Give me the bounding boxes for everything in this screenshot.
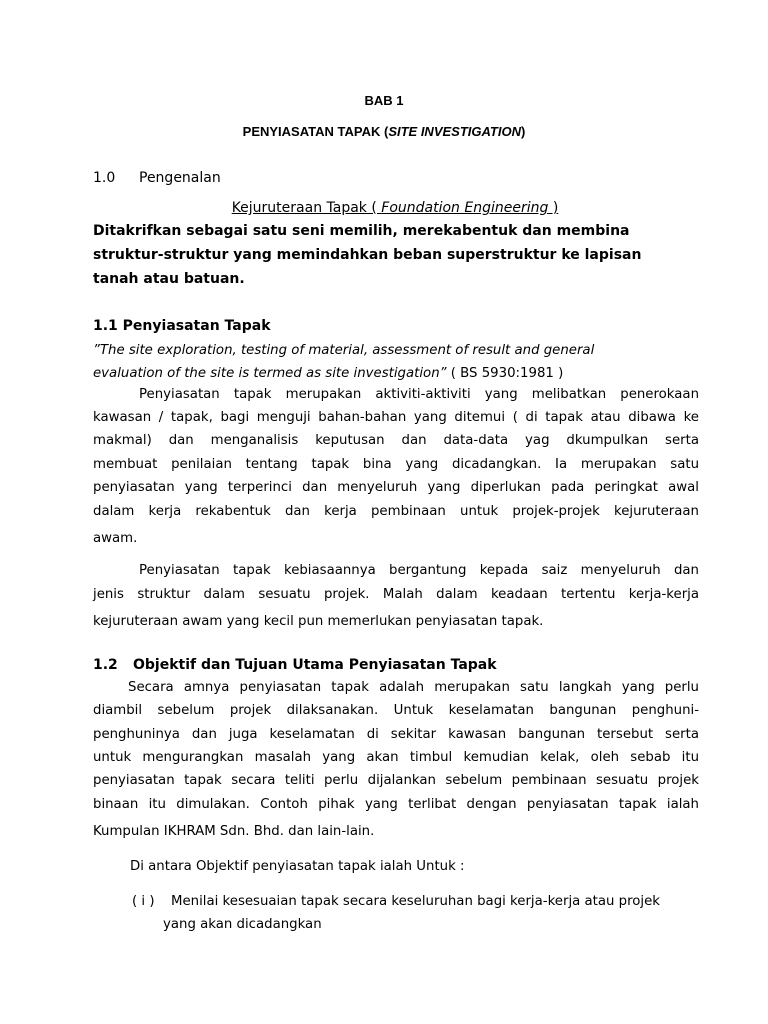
subheading-prefix: Kejuruteraan Tapak ( (231, 200, 382, 216)
paragraph-line: Secara amnya penyiasatan tapak adalah merupakan satu langkah yang perlu (128, 680, 699, 695)
paragraph-line: kawasan / tapak, bagi menguji bahan-bahan yang ditemui ( di tapak atau dibawa ke (93, 410, 699, 425)
section-1-2-number: 1.2 (93, 657, 118, 673)
section-1-2-heading: Objektif dan Tujuan Utama Penyiasatan Tapak (133, 657, 497, 673)
title-suffix: ) (520, 124, 526, 139)
paragraph-line: Penyiasatan tapak kebiasaannya bergantung kepada saiz menyeluruh dan (139, 563, 699, 578)
paragraph-line: jenis struktur dalam sesuatu projek. Malah dalam keadaan tertentu kerja-kerja (93, 587, 699, 602)
paragraph-line: Penyiasatan tapak merupakan aktiviti-aktiviti yang melibatkan penerokaan (139, 387, 699, 402)
paragraph-line: binaan itu dimulakan. Contoh pihak yang terlibat dengan penyiasatan tapak ialah (93, 797, 699, 812)
paragraph-line: penyiasatan yang terperinci dan menyeluruh yang diperlukan pada peringkat awal (93, 480, 699, 495)
paragraph-line: diambil sebelum projek dilaksanakan. Untuk keselamatan bangunan penghuni- (93, 703, 699, 718)
subheading-italic: Foundation Engineering (381, 200, 549, 216)
paragraph-line: makmal) dan menganalisis keputusan dan data-data yag dkumpulkan serta (93, 433, 699, 448)
paragraph-line: kejuruteraan awam yang kecil pun memerlukan penyiasatan tapak. (93, 614, 544, 629)
paragraph-line: penyiasatan tapak secara teliti perlu dijalankan sebelum pembinaan sesuatu projek (93, 773, 699, 788)
definition-line: tanah atau batuan. (93, 271, 245, 287)
section-1-0-heading: Pengenalan (139, 170, 221, 186)
quote-reference: ( BS 5930:1981 ) (446, 366, 564, 381)
chapter-label (0, 93, 768, 108)
objectives-intro: Di antara Objektif penyiasatan tapak ialah Untuk : (130, 859, 465, 874)
paragraph-line: membuat penilaian tentang tapak bina yang dicadangkan. Ia merupakan satu (93, 457, 699, 472)
list-marker: ( i ) (132, 894, 155, 909)
paragraph-line: dalam kerja rekabentuk dan kerja pembinaan untuk projek-projek kejuruteraan (93, 504, 699, 519)
chapter-title (0, 124, 768, 139)
section-1-1-heading: 1.1 Penyiasatan Tapak (93, 318, 271, 334)
paragraph-line: untuk mengurangkan masalah yang akan timbul kemudian kelak, oleh sebab itu (93, 750, 699, 765)
definition-line: Ditakrifkan sebagai satu seni memilih, merekabentuk dan membina (93, 223, 630, 239)
paragraph-line: penghuninya dan juga keselamatan di sekitar kawasan bangunan tersebut serta (93, 727, 699, 742)
list-item-text: Menilai kesesuaian tapak secara keseluruhan bagi kerja-kerja atau projek (171, 894, 660, 909)
chapter-text: BAB 1 (364, 93, 404, 108)
title-prefix: PENYIASATAN TAPAK ( (242, 124, 389, 139)
quote-text: evaluation of the site is termed as site investigation” (93, 366, 447, 381)
paragraph-line: awam. (93, 531, 138, 546)
quote-text: ”The site exploration, testing of material, assessment of result and general (93, 343, 595, 358)
quote-line (93, 339, 594, 362)
quote-line (93, 362, 563, 385)
list-item-text: yang akan dicadangkan (163, 917, 322, 932)
definition-line: struktur-struktur yang memindahkan beban superstruktur ke lapisan (93, 247, 642, 263)
section-1-0-number: 1.0 (93, 170, 116, 186)
foundation-subheading (0, 200, 768, 216)
subheading-suffix: ) (548, 200, 559, 216)
paragraph-line: Kumpulan IKHRAM Sdn. Bhd. dan lain-lain. (93, 824, 375, 839)
title-italic: SITE INVESTIGATION (388, 124, 521, 139)
